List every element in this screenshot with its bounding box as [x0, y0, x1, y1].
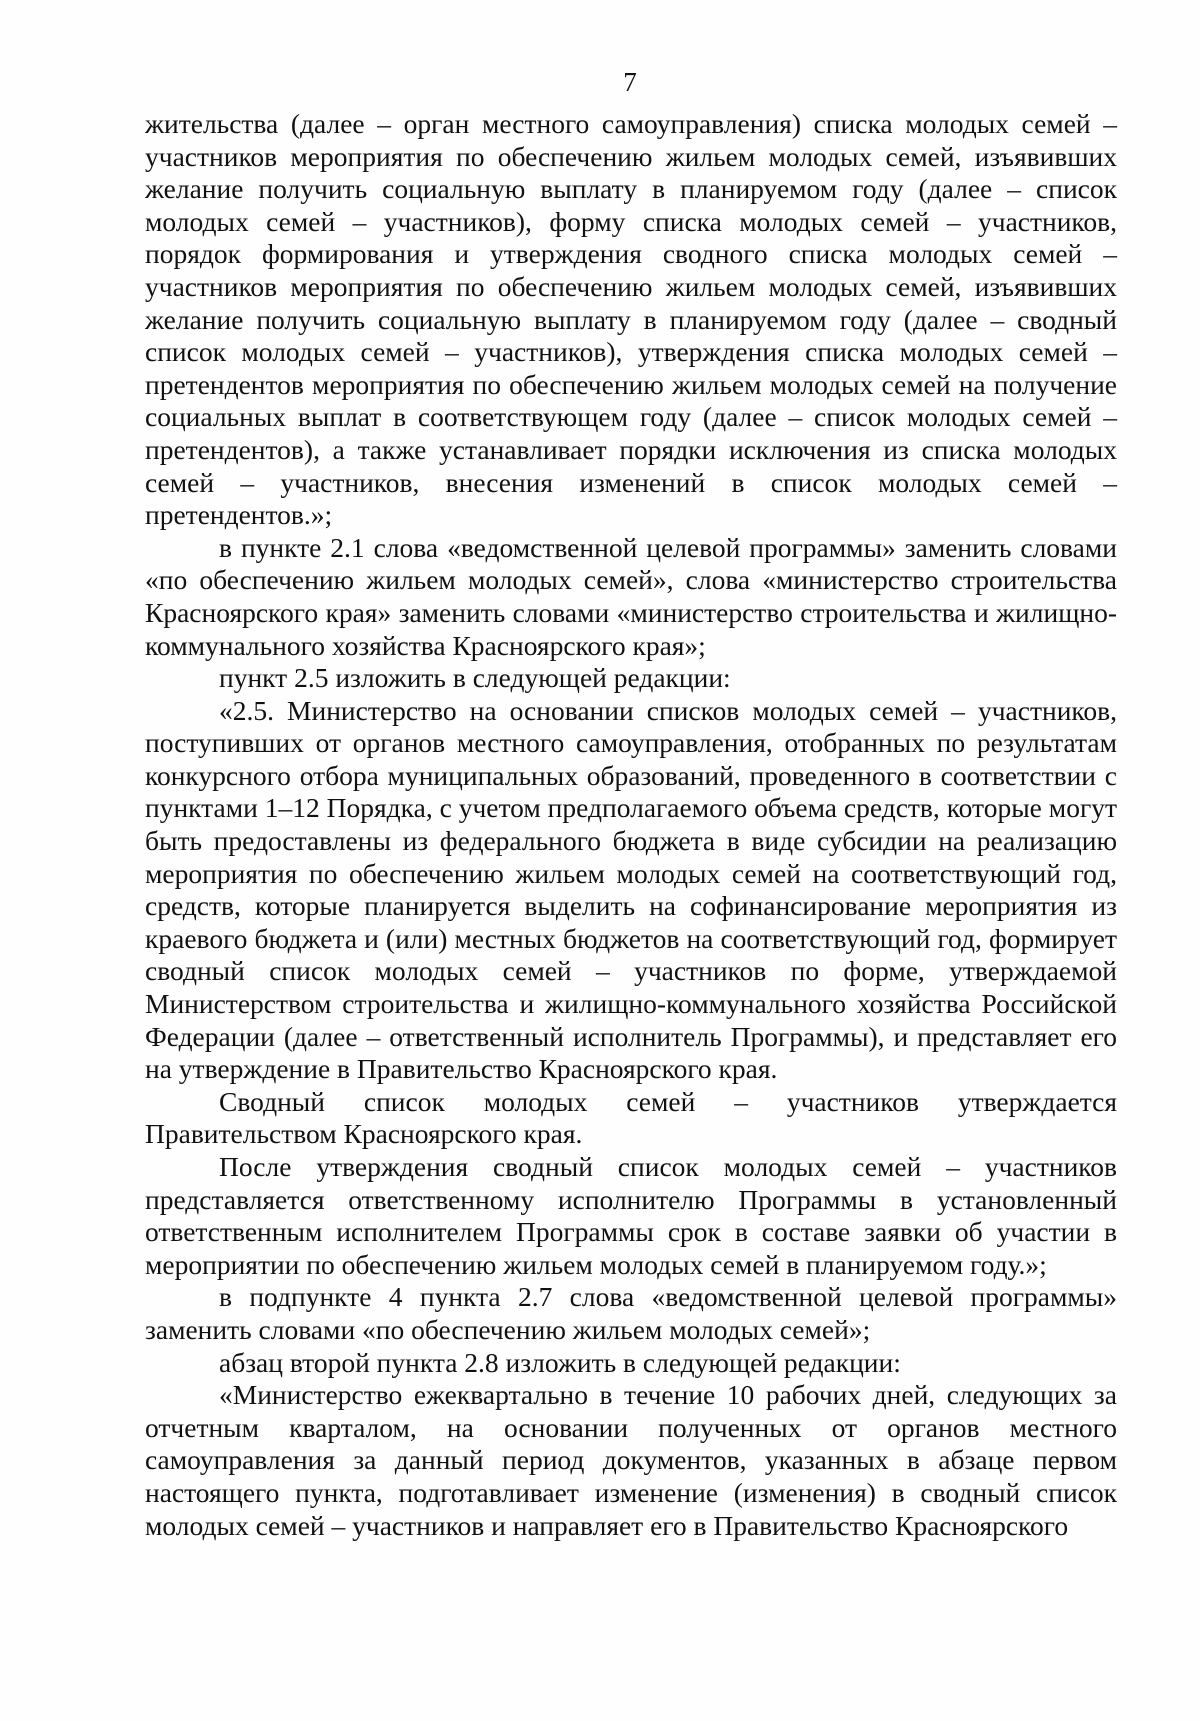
page-number: 7 — [623, 67, 637, 97]
paragraph: абзац второй пункта 2.8 изложить в следующей редакции: — [219, 1346, 901, 1378]
paragraph: жительства (далее – орган местного самоуправления) списка молодых семей – участников мероприятия по обеспечению жильем молодых семей, изъявивших желание получить социальную выплату в планируемом году (далее – список молодых семей – участников), форму списка молодых семей – участников, порядок формирования и утверждения сводного списка молодых семей – участников мероприятия по обеспечению жильем молодых семей, изъявивших желание получить социальную выплату в планируемом году (далее – сводный список молодых семей – участников), утверждения списка молодых семей – претендентов мероприятия по обеспечению жильем молодых семей на получение социальных выплат в соответствующем году (далее – список молодых семей – претендентов), а также устанавливает порядки исключения из списка молодых семей – участников, внесения изменений в список молодых семей – претендентов.»; — [145, 108, 1117, 531]
paragraph: в подпункте 4 пункта 2.7 слова «ведомственной целевой программы» заменить словами «по обеспечению жильем молодых семей»; — [145, 1281, 1117, 1345]
paragraph: «Министерство ежеквартально в течение 10 рабочих дней, следующих за отчетным кварталом, на основании полученных от органов местного самоуправления за данный период документов, указанных в абзаце первом настоящего пункта, подготавливает изменение (изменения) в сводный список молодых семей – участников и направляет его в Правительство Красноярского — [145, 1379, 1117, 1541]
paragraph: «2.5. Министерство на основании списков молодых семей – участников, поступивших от органов местного самоуправления, отобранных по результатам конкурсного отбора муниципальных образований, проведенного в соответствии с пунктами 1–12 Порядка, с учетом предполагаемого объема средств, которые могут быть предоставлены из федерального бюджета в виде субсидии на реализацию мероприятия по обеспечению жильем молодых семей на соответствующий год, средств, которые планируется выделить на софинансирование мероприятия из краевого бюджета и (или) местных бюджетов на соответствующий год, формирует сводный список молодых семей – участников по форме, утверждаемой Министерством строительства и жилищно-коммунального хозяйства Российской Федерации (далее – ответственный исполнитель Программы), и представляет его на утверждение в Правительство Красноярского края. — [145, 694, 1117, 1085]
document-body — [145, 108, 1117, 1542]
paragraph: пункт 2.5 изложить в следующей редакции: — [219, 662, 731, 694]
paragraph: После утверждения сводный список молодых семей – участников представляется ответственному исполнителю Программы в установленный ответственным исполнителем Программы срок в составе заявки об участии в мероприятии по обеспечению жильем молодых семей в планируемом году.»; — [145, 1151, 1117, 1280]
paragraph: в пункте 2.1 слова «ведомственной целевой программы» заменить словами «по обеспечению жильем молодых семей», слова «министерство строительства Красноярского края» заменить словами «министерство строительства и жилищно-коммунального хозяйства Красноярского края»; — [145, 531, 1117, 661]
paragraph: Сводный список молодых семей – участников утверждается Правительством Красноярского края. — [145, 1085, 1117, 1150]
